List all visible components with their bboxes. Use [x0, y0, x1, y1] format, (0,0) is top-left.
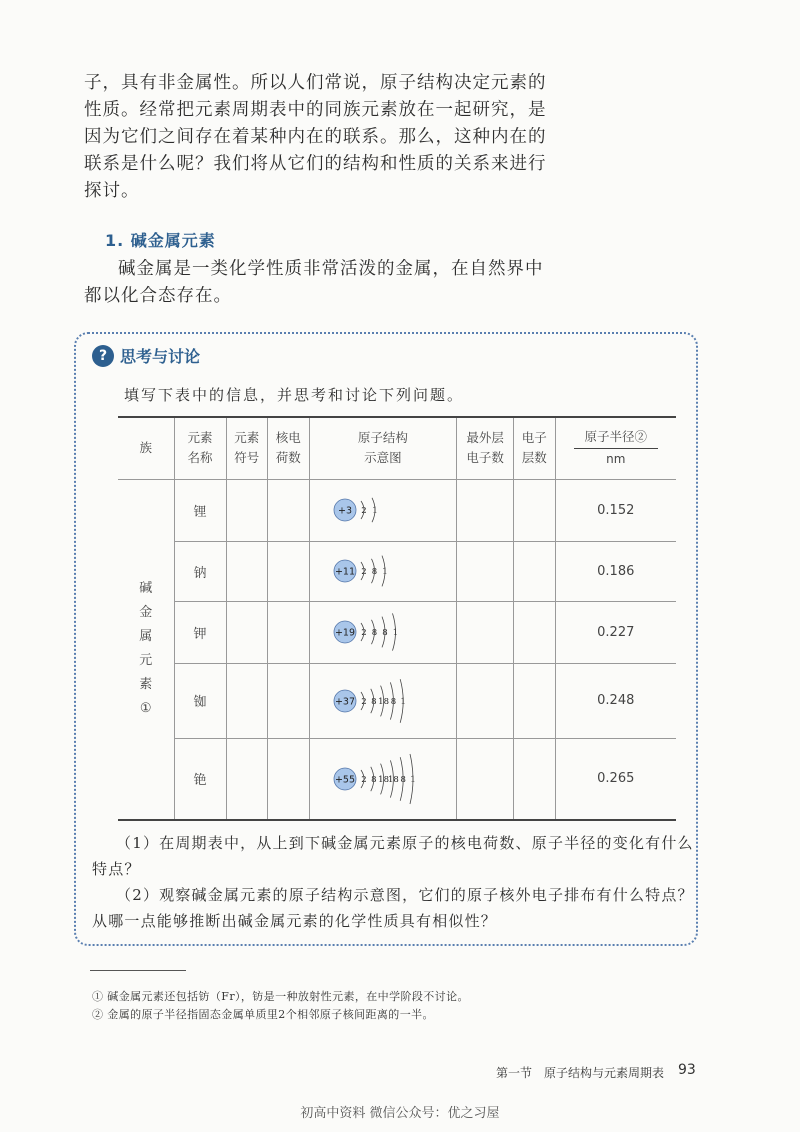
intro-paragraph	[84, 70, 547, 205]
footnote-divider	[90, 970, 186, 971]
shell-electron-count: 2	[361, 567, 367, 577]
atom-diagram	[323, 751, 443, 807]
shell-electron-count: 2	[361, 696, 367, 707]
outer-electrons-cell	[457, 663, 514, 738]
header-family: 族	[118, 417, 174, 479]
atomic-radius-cell: 0.265	[555, 738, 676, 820]
header-element-symbol: 元素 符号	[226, 417, 268, 479]
atom-diagram	[323, 673, 443, 729]
shell-electron-count: 1	[372, 506, 378, 516]
shell-count-cell	[514, 738, 556, 820]
header-outer-electrons: 最外层 电子数	[457, 417, 514, 479]
table-row	[118, 479, 676, 541]
atom-diagram	[323, 543, 443, 599]
atom-diagram	[323, 482, 443, 538]
table-row	[118, 738, 676, 820]
alkali-metals-table	[118, 416, 676, 821]
question-2	[92, 882, 694, 934]
radius-unit: nm	[606, 452, 626, 467]
shell-electron-count: 8	[370, 696, 377, 707]
discussion-title	[92, 344, 200, 367]
atom-structure-cell	[309, 663, 457, 738]
footer-watermark-text: 初高中资料 微信公众号：优之习屋	[300, 1106, 500, 1121]
question-line: （1）在周期表中，从上到下碱金属元素原子的核电荷数、原子半径的变化有什么	[116, 834, 694, 852]
atomic-radius-cell: 0.186	[555, 541, 676, 601]
element-symbol-cell	[226, 541, 268, 601]
shell-electron-count: 2	[361, 774, 367, 785]
family-cell	[118, 479, 174, 820]
question-1	[92, 830, 694, 882]
element-symbol-cell	[226, 663, 268, 738]
element-name-cell: 锂	[174, 479, 226, 541]
discussion-intro: 填写下表中的信息，并思考和讨论下列问题。	[124, 386, 465, 404]
shell-electron-count: 2	[361, 628, 367, 638]
element-symbol-cell	[226, 738, 268, 820]
shell-electron-count: 18	[387, 774, 399, 785]
nuclear-charge-label: +37	[334, 696, 355, 707]
header-shell-count: 电子 层数	[514, 417, 556, 479]
nuclear-charge-label: +3	[337, 505, 352, 517]
element-name-cell: 钾	[174, 601, 226, 663]
question-line: （2）观察碱金属元素的原子结构示意图，它们的原子核外电子排布有什么特点？	[116, 886, 694, 904]
outer-electrons-cell	[457, 738, 514, 820]
atom-structure-cell	[309, 738, 457, 820]
radius-label: 原子半径②	[574, 427, 658, 449]
shell-electron-count: 1	[392, 628, 399, 638]
shell-count-cell	[514, 663, 556, 738]
atom-structure-cell	[309, 479, 457, 541]
shell-electron-count: 18	[378, 774, 389, 785]
shell-electron-count: 8	[390, 696, 397, 707]
question-line: 从哪一点能够推断出碱金属元素的化学性质具有相似性？	[92, 912, 498, 930]
footnote-2: ② 金属的原子半径指固态金属单质里2个相邻原子核间距离的一半。	[92, 1008, 434, 1021]
paragraph-line: 性质。经常把元素周期表中的同族元素放在一起研究，是	[84, 100, 547, 120]
shell-electron-count: 18	[378, 696, 389, 707]
family-label: 碱 金 属 元 素	[139, 581, 153, 693]
nuclear-charge-cell	[268, 479, 310, 541]
table-row	[118, 541, 676, 601]
table-row	[118, 601, 676, 663]
shell-electron-count: 8	[370, 774, 377, 785]
header-nuclear-charge: 核电 荷数	[268, 417, 310, 479]
paragraph-line: 探讨。	[84, 181, 140, 201]
footnote-1: ① 碱金属元素还包括钫（Fr），钫是一种放射性元素，在中学阶段不讨论。	[92, 990, 469, 1003]
shell-electron-count: 1	[400, 696, 406, 707]
outer-electrons-cell	[457, 479, 514, 541]
element-name-cell: 铷	[174, 663, 226, 738]
header-atomic-structure: 原子结构 示意图	[309, 417, 457, 479]
table-header-row	[118, 417, 676, 479]
header-element-name: 元素 名称	[174, 417, 226, 479]
paragraph-line: 子，具有非金属性。所以人们常说，原子结构决定元素的	[84, 73, 547, 93]
nuclear-charge-label: +55	[334, 774, 355, 786]
nuclear-charge-cell	[268, 601, 310, 663]
element-symbol-cell	[226, 601, 268, 663]
element-name-cell: 钠	[174, 541, 226, 601]
shell-electron-count: 8	[382, 628, 388, 638]
element-symbol-cell	[226, 479, 268, 541]
outer-electrons-cell	[457, 541, 514, 601]
shell-electron-count: 8	[400, 774, 406, 785]
discussion-title-text: 思考与讨论	[120, 347, 201, 366]
paragraph-line: 联系是什么呢？我们将从它们的结构和性质的关系来进行	[84, 154, 547, 174]
shell-electron-count: 1	[410, 774, 416, 785]
paragraph-line: 都以化合态存在。	[84, 286, 232, 306]
shell-electron-count: 2	[361, 506, 367, 516]
section-heading: 1. 碱金属元素	[105, 231, 216, 250]
table-row	[118, 663, 676, 738]
nuclear-charge-cell	[268, 663, 310, 738]
atomic-radius-cell: 0.152	[555, 479, 676, 541]
family-footnote-mark: ①	[139, 701, 152, 717]
running-header: 第一节 原子结构与元素周期表	[496, 1066, 665, 1080]
alkali-intro-paragraph	[84, 256, 544, 310]
question-bubble-icon: ?	[92, 345, 114, 367]
atom-structure-cell	[309, 541, 457, 601]
shell-electron-count: 8	[371, 567, 378, 577]
atomic-radius-cell: 0.248	[555, 663, 676, 738]
shell-count-cell	[514, 601, 556, 663]
atom-structure-cell	[309, 601, 457, 663]
page-number: 93	[678, 1062, 696, 1078]
element-name-cell: 铯	[174, 738, 226, 820]
header-atomic-radius	[555, 417, 676, 479]
paragraph-line: 因为它们之间存在着某种内在的联系。那么，这种内在的	[84, 127, 547, 147]
shell-electron-count: 8	[371, 628, 378, 638]
nuclear-charge-label: +11	[334, 566, 355, 578]
nuclear-charge-cell	[268, 738, 310, 820]
question-line: 特点？	[92, 860, 141, 878]
shell-electron-count: 1	[382, 567, 388, 577]
atomic-radius-cell: 0.227	[555, 601, 676, 663]
outer-electrons-cell	[457, 601, 514, 663]
paragraph-line: 碱金属是一类化学性质非常活泼的金属，在自然界中	[118, 259, 544, 279]
atom-diagram	[323, 604, 443, 660]
shell-count-cell	[514, 541, 556, 601]
shell-count-cell	[514, 479, 556, 541]
nuclear-charge-label: +19	[334, 627, 355, 639]
nuclear-charge-cell	[268, 541, 310, 601]
